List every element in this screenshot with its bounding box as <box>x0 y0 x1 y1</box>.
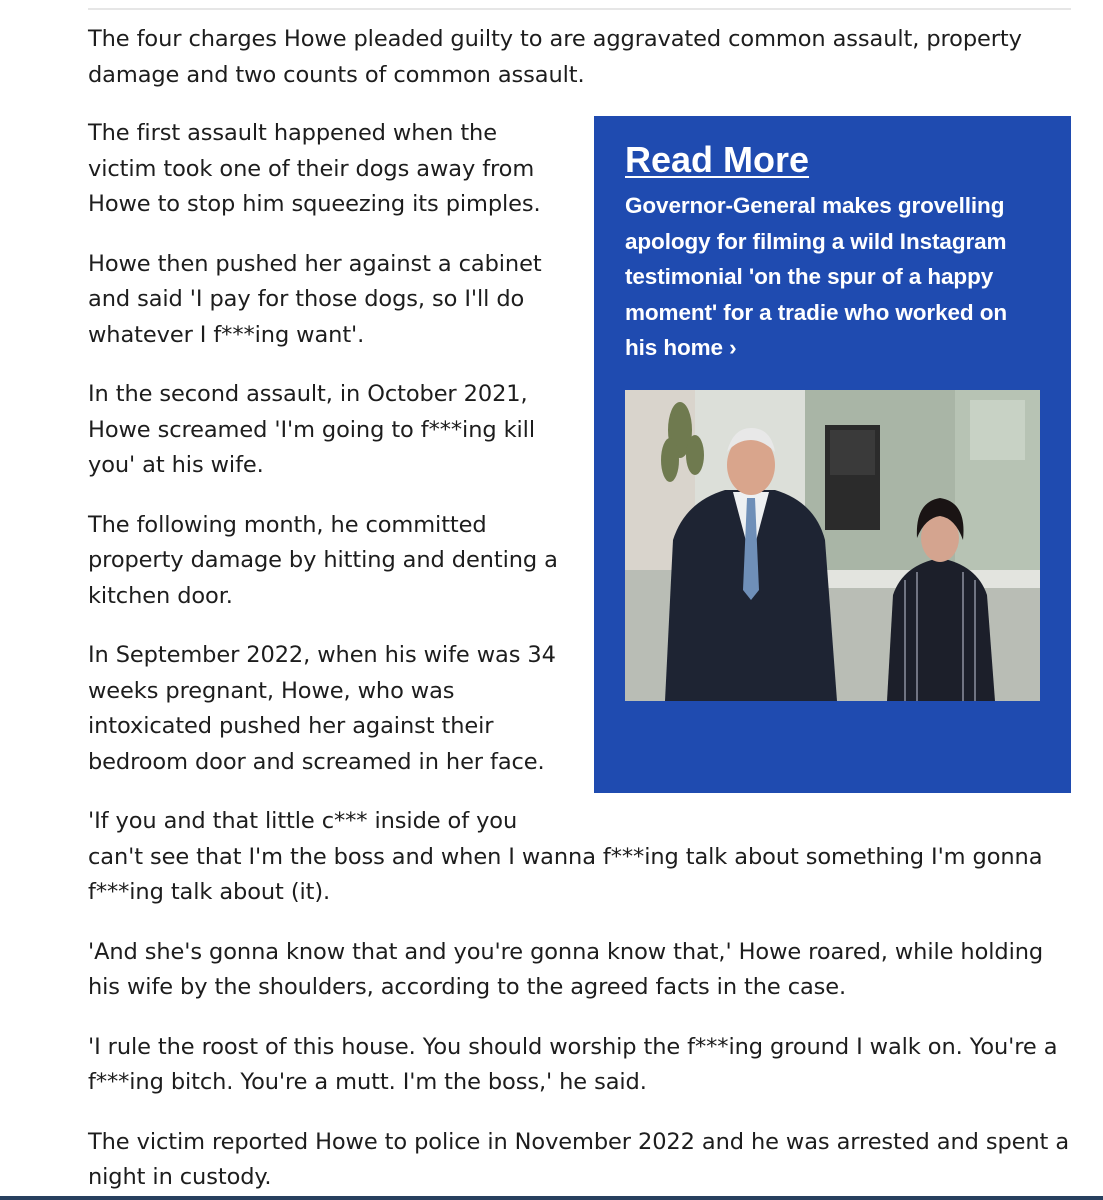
article-paragraph: 'If you and that little c*** inside of you can't see that I'm the boss and when I wanna f***ing talk about something I'm gonna f***ing talk about (it). <box>88 808 1043 905</box>
article-body <box>88 22 1071 1200</box>
read-more-heading[interactable]: Read More <box>625 139 810 180</box>
top-divider <box>88 8 1071 10</box>
article-paragraph: In September 2022, when his wife was 34 weeks pregnant, Howe, who was intoxicated pushed her against their bedroom door and screamed in her face. <box>88 642 556 775</box>
read-more-headline-link[interactable] <box>625 188 1041 366</box>
article-paragraph: The first assault happened when the victim took one of their dogs away from Howe to stop him squeezing its pimples. <box>88 120 541 217</box>
chevron-right-icon: › <box>729 335 737 360</box>
read-more-thumbnail[interactable] <box>625 390 1040 701</box>
article-paragraph: 'I rule the roost of this house. You should worship the f***ing ground I walk on. You're a f***ing bitch. You're a mutt. I'm the boss,' he said. <box>88 1033 1058 1095</box>
bottom-edge-bar <box>0 1196 1103 1200</box>
article-paragraph: The four charges Howe pleaded guilty to are aggravated common assault, property damage and two counts of common assault. <box>88 26 1022 88</box>
article-paragraph: The victim reported Howe to police in November 2022 and he was arrested and spent a night in custody. <box>88 1128 1070 1190</box>
article-paragraph: Howe then pushed her against a cabinet and said 'I pay for those dogs, so I'll do whatever I f***ing want'. <box>88 250 542 348</box>
article-paragraph: In the second assault, in October 2021, Howe screamed 'I'm going to f***ing kill you' at his wife. <box>88 381 535 478</box>
read-more-headline-text: Governor-General makes grovelling apology for filming a wild Instagram testimonial 'on the spur of a happy moment' for a tradie who worked on his home <box>625 193 1007 360</box>
article-paragraph: The following month, he committed property damage by hitting and denting a kitchen door. <box>88 511 558 609</box>
article-paragraph: 'And she's gonna know that and you're gonna know that,' Howe roared, while holding his wife by the shoulders, according to the agreed facts in the case. <box>88 938 1044 1000</box>
read-more-box[interactable] <box>594 116 1071 793</box>
